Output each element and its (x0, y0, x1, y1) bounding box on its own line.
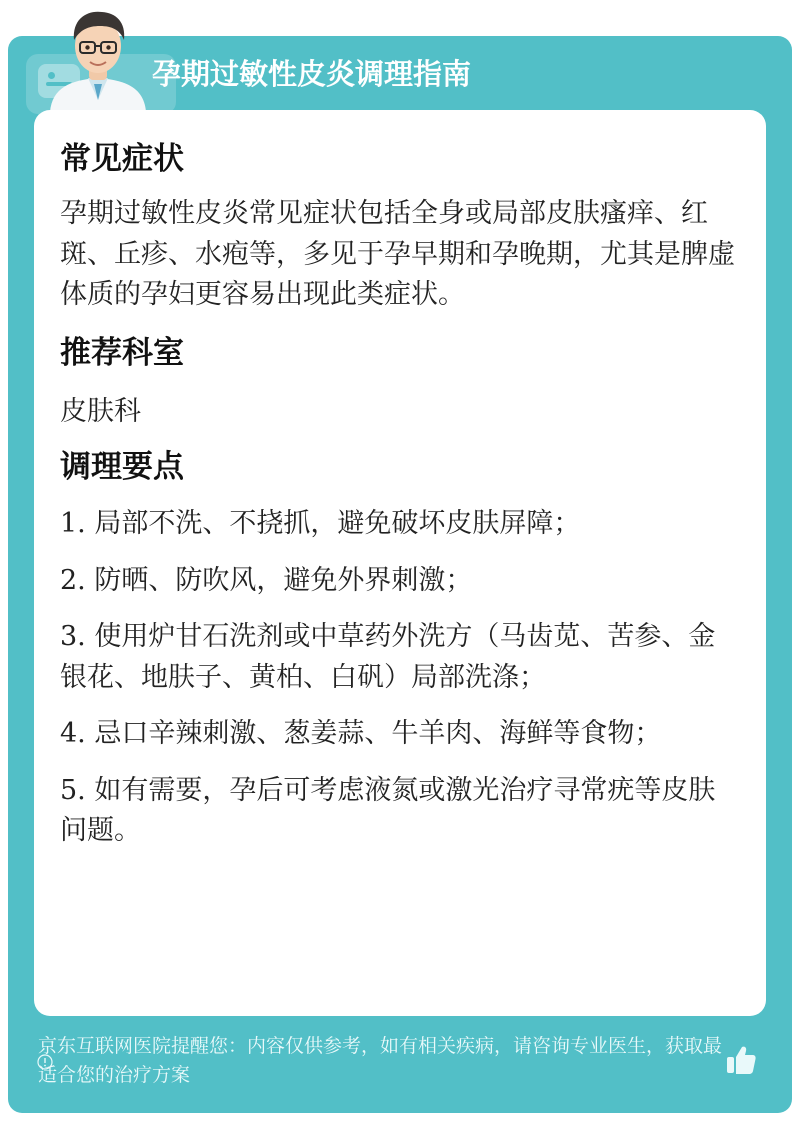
list-item-number: 2. (60, 564, 86, 596)
care-list (60, 504, 740, 852)
list-item (60, 617, 740, 698)
care-heading: 调理要点 (60, 449, 184, 485)
list-item-number: 3. (60, 621, 86, 652)
list-item-text: 使用炉甘石洗剂或中草药外洗方（马齿苋、苦参、金银花、地肤子、黄柏、白矾）局部洗涤； (60, 621, 716, 693)
list-item-text: 防晒、防吹风，避免外界刺激； (94, 564, 473, 596)
thumbs-up-icon[interactable] (724, 1043, 758, 1077)
list-item-text: 如有需要，孕后可考虑液氮或激光治疗寻常疣等皮肤问题。 (60, 774, 716, 846)
disclaimer-text: 京东互联网医院提醒您：内容仅供参考，如有相关疾病，请咨询专业医生，获取最适合您的治疗方案 (38, 1035, 723, 1086)
list-item-number: 5. (60, 774, 86, 806)
list-item (60, 771, 740, 852)
list-item-number: 4. (60, 718, 86, 749)
symptoms-heading: 常见症状 (60, 141, 184, 177)
list-item (60, 504, 740, 545)
list-item-text: 局部不洗、不挠抓，避免破坏皮肤屏障； (94, 508, 581, 539)
symptoms-text: 孕期过敏性皮炎常见症状包括全身或局部皮肤瘙痒、红斑、丘疹、水疱等，多见于孕早期和孕晚期，尤其是脾虚体质的孕妇更容易出现此类症状。 (60, 198, 735, 310)
list-item-text: 忌口辛辣刺激、葱姜蒜、牛羊肉、海鲜等食物； (94, 718, 662, 749)
department-text: 皮肤科 (60, 395, 141, 427)
list-item-number: 1. (60, 508, 86, 539)
list-item (60, 714, 740, 755)
content-card (34, 110, 766, 1016)
doctor-avatar-icon (44, 4, 152, 112)
department-heading: 推荐科室 (60, 334, 184, 371)
page-title: 孕期过敏性皮炎调理指南 (152, 57, 472, 91)
list-item (60, 561, 740, 602)
